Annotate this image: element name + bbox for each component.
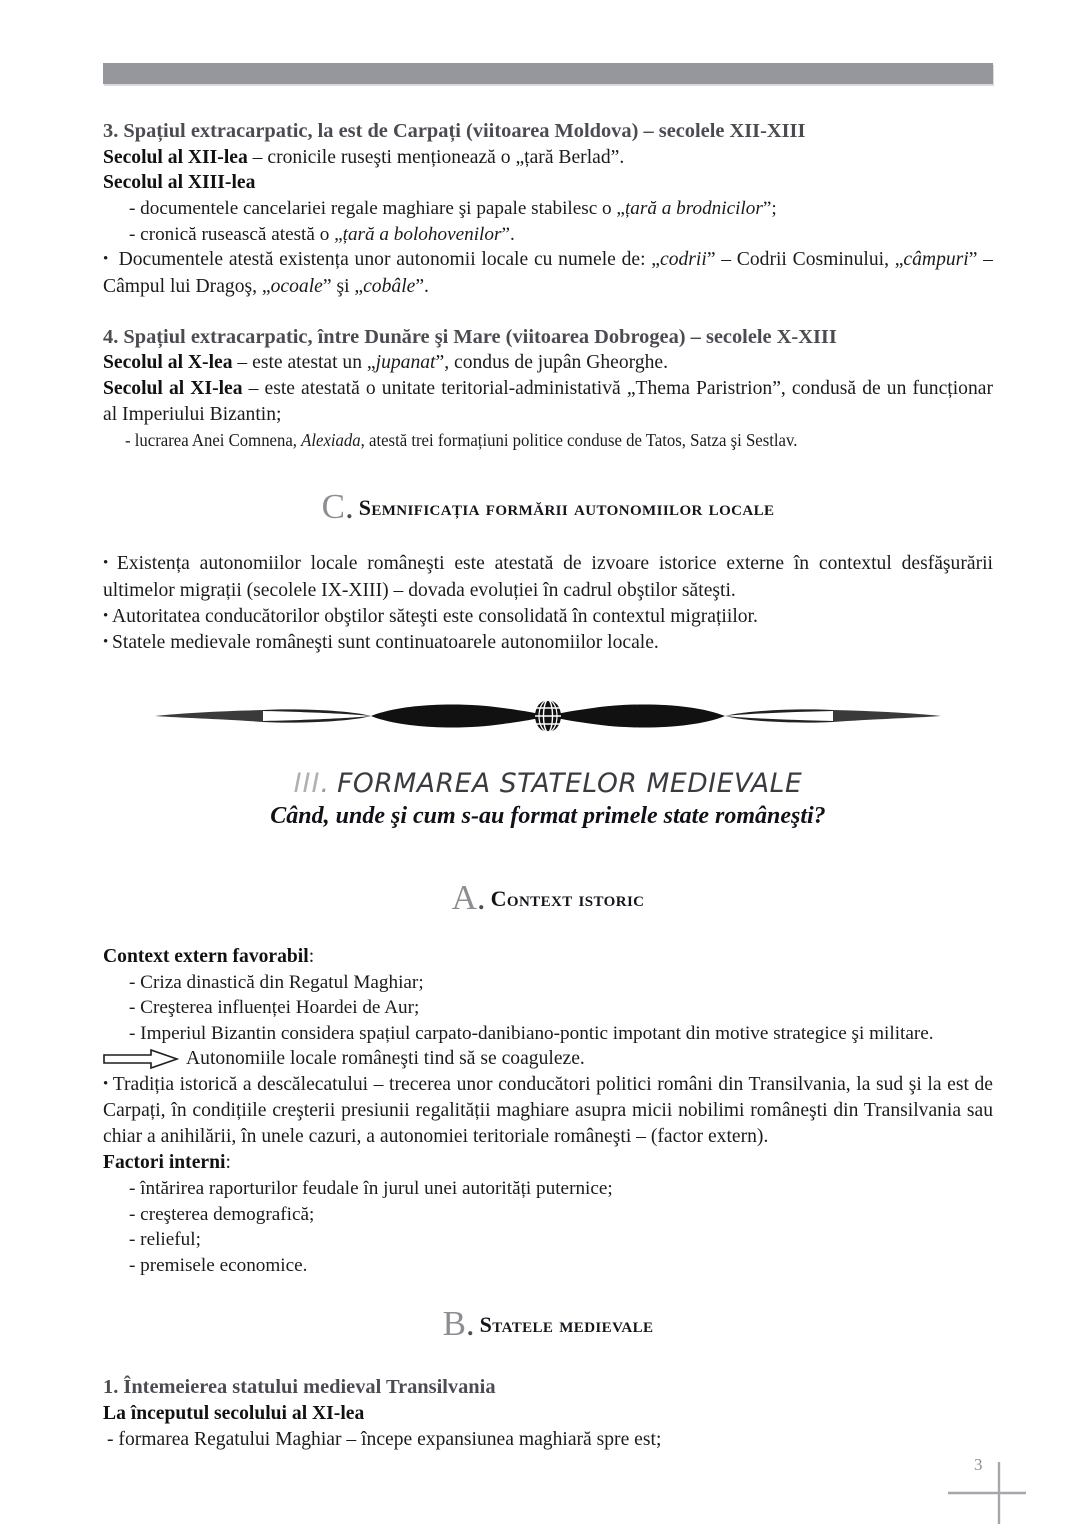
factori-interni-lead: Factori interni [103,1152,226,1174]
spacer [103,918,993,944]
factori-interni-item-1: - întărirea raporturilor feudale în jurul unei autorități puternice; [129,1178,613,1200]
page-number: 3 [974,1455,983,1474]
factori-interni-lead-line [103,1150,993,1176]
spacer [103,1344,993,1374]
chapter-subtitle: Când, unde şi cum s-au format primele state româneşti? [270,802,826,829]
section-c-heading [103,487,993,527]
section-4-line-2 [103,376,993,428]
decorative-divider-icon [103,694,993,738]
s4-d1-post: , atestă trei formațiuni politice conduse de Tatos, Satza şi Sestlav. [360,429,798,450]
dash-2-pre: - cronică rusească atestă o „ [129,223,343,245]
hollow-right-arrow-icon [103,1049,179,1069]
chapter-roman-char: III [293,767,321,799]
section-3-line-1-rest: – cronicile ruseşti menționează o „țară Berlad”. [247,146,625,168]
spacer [103,1278,993,1304]
factori-interni-item-2: - creşterea demografică; [129,1203,315,1225]
s3-b1-i3: ocoale [270,275,323,297]
factori-interni-colon: : [225,1152,231,1174]
dash-1-pre: - documentele cancelariei regale maghiare şi papale stabilesc o „ [129,198,625,220]
section-3-line-1-lead: Secolul al XII-lea [103,146,248,168]
s4-l2-rest: – este atestată o unitate teritorial-administativă „Thema Paristrion”, condusă de un funcționar al Imperiului Bizantin; [103,378,993,425]
s4-l1-post: ”, condus de jupân Gheorghe. [435,352,669,374]
section-3-line-2 [103,170,993,196]
section-c-title: Semnificația formării autonomiilor locale [358,495,775,521]
s4-l1-italic: jupanat [375,352,436,374]
spacer [103,300,993,324]
section-b-sub-heading: 1. Întemeierea statului medieval Transilvania [103,1376,496,1399]
section-b-letter-dot: . [465,1304,475,1344]
s3-b1-i1: codrii [660,249,707,271]
s4-d1-pre: - lucrarea Anei Comnena, [125,429,302,450]
section-b-letter [443,1304,475,1343]
dash-2-italic: țară a bolohovenilor [342,223,502,245]
dash-1-post: ”; [762,198,777,220]
globe-ornament-icon [535,700,561,732]
section-c-letter [322,487,354,526]
context-extern-item-3: - Imperiul Bizantin considera spațiul carpato-danibiano-pontic impotant din motive strategice şi militare. [129,1022,934,1044]
context-extern-item-2: - Creşterea influenței Hoardei de Aur; [129,997,420,1019]
context-extern-colon: : [308,945,315,967]
section-c-bullet-1: • Existența autonomiilor locale româneşti este atestată de izvoare istorice externe în contextul desfăşurării ultimelor migrații (secolele IX-XIII) – dovada evoluției în cadrul obştilor săteşti. [103,551,993,603]
section-3-dash-item-1 [129,196,993,222]
factori-interni-item-3: - relieful; [129,1229,201,1251]
section-c-bullet-3: • Statele medievale româneşti sunt continuatoarele autonomiilor locale. [103,630,993,656]
s4-l1-pre: – este atestat un „ [232,352,376,374]
section-3-heading: 3. Spațiul extracarpatic, la est de Carpați (viitoarea Moldova) – secolele XII-XIII [103,120,806,142]
section-4-dash-item-1 [125,428,993,454]
dash-1-italic: țară a brodnicilor [624,198,763,220]
spacer [103,527,993,551]
s3-b1-p4: ” şi „ [322,275,364,297]
chapter-title-text: FORMAREA STATELOR MEDIEVALE [337,767,803,799]
spacer [103,656,993,694]
s3-b1-p5: ”. [415,275,429,297]
spacer [103,453,993,487]
section-4-heading: 4. Spațiul extracarpatic, între Dunăre şi Mare (viitoarea Dobrogea) – secolele X-XIII [103,325,837,348]
section-a-title: Context istoric [490,885,645,911]
section-4-line-1-lead: Secolul al X-lea [103,352,233,374]
s4-d1-italic: Alexiada [301,429,361,450]
section-b-lead: La începutul secolului al XI-lea [103,1403,365,1424]
section-3-bullet-1 [103,247,993,299]
spacer [103,738,993,768]
context-extern-lead: Context extern favorabil [103,945,309,967]
section-a-letter-dot: . [476,877,486,917]
section-c-bullet-2: • Autoritatea conducătorilor obştilor săteşti este consolidată în contextul migrațiilor. [103,604,993,630]
spacer [103,830,993,878]
s3-b1-p1: Documentele atestă existența unor autonomii locale cu numele de: „ [118,249,660,271]
page-content [103,118,993,1453]
section-3-block [103,118,993,300]
section-a-heading [103,878,993,918]
page-header-bar [103,63,993,84]
section-4-block [103,324,993,454]
arrow-conclusion-line [103,1046,993,1072]
section-b-heading [103,1304,993,1344]
context-extern-lead-line [103,944,993,970]
section-b-lead-line [103,1401,993,1427]
chapter-title-line [103,768,993,799]
s4-dash-wrapper [125,429,797,453]
factori-interni-item-4: - premisele economice. [129,1254,308,1276]
section-c-letter-dot: . [344,487,354,527]
section-3-dash-item-2 [129,222,993,248]
traditia-istorica-paragraph: • Tradiția istorică a descălecatului – trecerea unor conducători politici români din Transilvania, la sud şi la est de Carpați, în condițiile creşterii presiunii regalității maghiare asupra micii nobilimi româneşti din Transilvania sau chiar a anihilării, în unele cazuri, a autonomiei teritoriale româneşti – (factor extern). [103,1072,993,1150]
section-4-line-1 [103,350,993,376]
section-b-letter-char: B [442,1304,466,1344]
chapter-roman-dot: . [320,767,331,799]
s3-b1-p3: ” – Câmpul lui Dragoş, „ [103,249,993,297]
context-extern-item-1: - Criza dinastică din Regatul Maghiar; [129,971,424,993]
section-a-letter [452,878,486,917]
chapter-roman-numeral [294,768,330,799]
section-c-letter-char: C [321,487,345,527]
section-a-letter-char: A [451,877,477,917]
s3-b1-i4: cobâle [363,275,416,297]
arrow-conclusion-text: Autonomiile locale româneşti tind să se coaguleze. [186,1048,585,1070]
s3-b1-p2: ” – Codrii Cosminului, „ [706,249,904,271]
section-3-line-2-lead: Secolul al XIII-lea [103,172,256,194]
dash-2-post: ”. [501,223,515,245]
section-c-bullets [103,551,993,655]
section-4-line-2-lead: Secolul al XI-lea [103,378,243,400]
s3-b1-i2: câmpuri [903,249,969,271]
crop-mark-icon [948,1462,1054,1524]
section-b-dash-item-1: - formarea Regatului Maghiar – începe expansiunea maghiară spre est; [107,1428,662,1450]
section-b-title: Statele medievale [479,1312,654,1338]
section-3-line-1 [103,145,993,171]
